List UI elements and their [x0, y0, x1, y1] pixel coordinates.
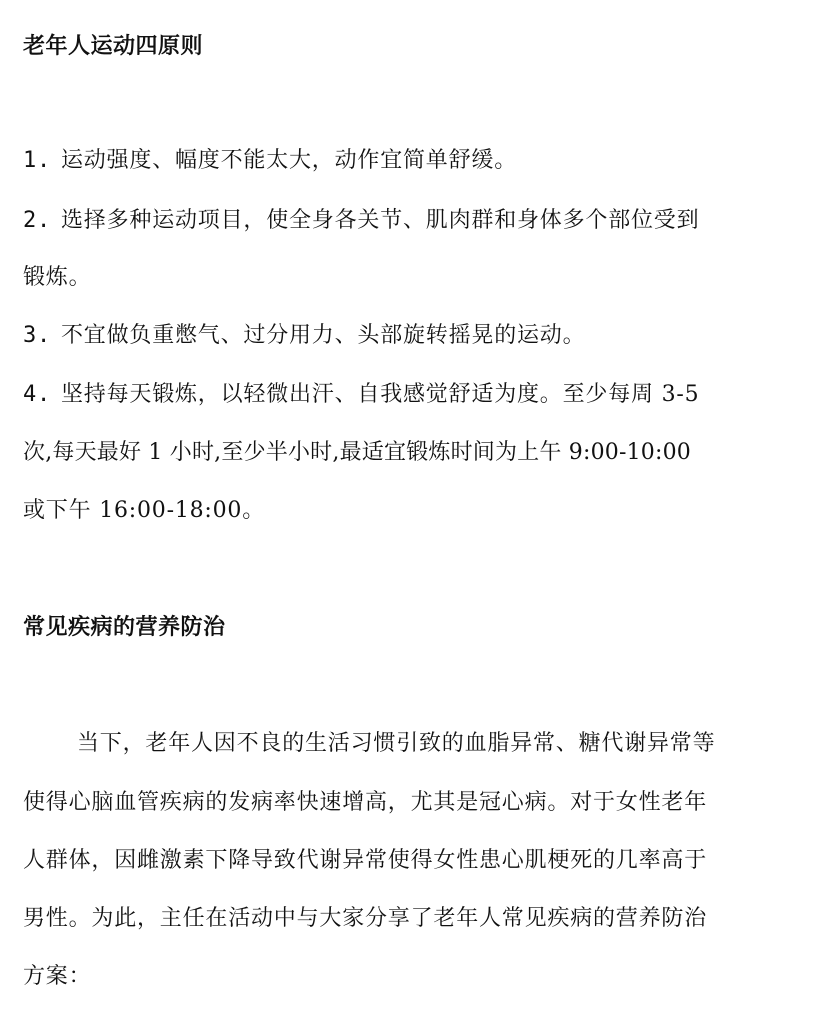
paragraph-line-3: 人群体，因雌激素下降导致代谢异常使得女性患心肌梗死的几率高于: [23, 848, 708, 873]
section-heading-exercise-principles: 老年人运动四原则: [23, 34, 204, 59]
list-item-4: [23, 381, 699, 409]
paragraph-line-4: 男性。为此，主任在活动中与大家分享了老年人常见疾病的营养防治: [23, 906, 708, 931]
paragraph-line-5: 方案：: [23, 964, 92, 989]
list-item-4-continuation-2: 或下午 16:00-18:00。: [23, 498, 266, 523]
list-item-text: 运动强度、幅度不能太大，动作宜简单舒缓。: [61, 148, 518, 173]
list-item-1: [23, 147, 517, 175]
list-number: 3.: [23, 323, 52, 348]
list-item-2: [23, 207, 699, 235]
list-item-4-continuation-1: 次,每天最好 1 小时,至少半小时,最适宜锻炼时间为上午 9:00-10:00: [23, 440, 691, 465]
paragraph-line-2: 使得心脑血管疾病的发病率快速增高，尤其是冠心病。对于女性老年: [23, 790, 708, 815]
list-number: 4.: [23, 382, 52, 407]
list-item-2-continuation: 锻炼。: [23, 265, 92, 290]
paragraph-line-1: 当下，老年人因不良的生活习惯引致的血脂异常、糖代谢异常等: [77, 731, 716, 756]
list-item-text: 选择多种运动项目，使全身各关节、肌肉群和身体多个部位受到: [61, 208, 700, 233]
list-item-text: 不宜做负重憋气、过分用力、头部旋转摇晃的运动。: [61, 323, 586, 348]
list-item-3: [23, 322, 585, 350]
list-item-text: 坚持每天锻炼，以轻微出汗、自我感觉舒适为度。至少每周 3-5: [61, 382, 700, 407]
list-number: 2.: [23, 208, 52, 233]
section-heading-nutrition: 常见疾病的营养防治: [23, 615, 226, 640]
list-number: 1.: [23, 148, 52, 173]
